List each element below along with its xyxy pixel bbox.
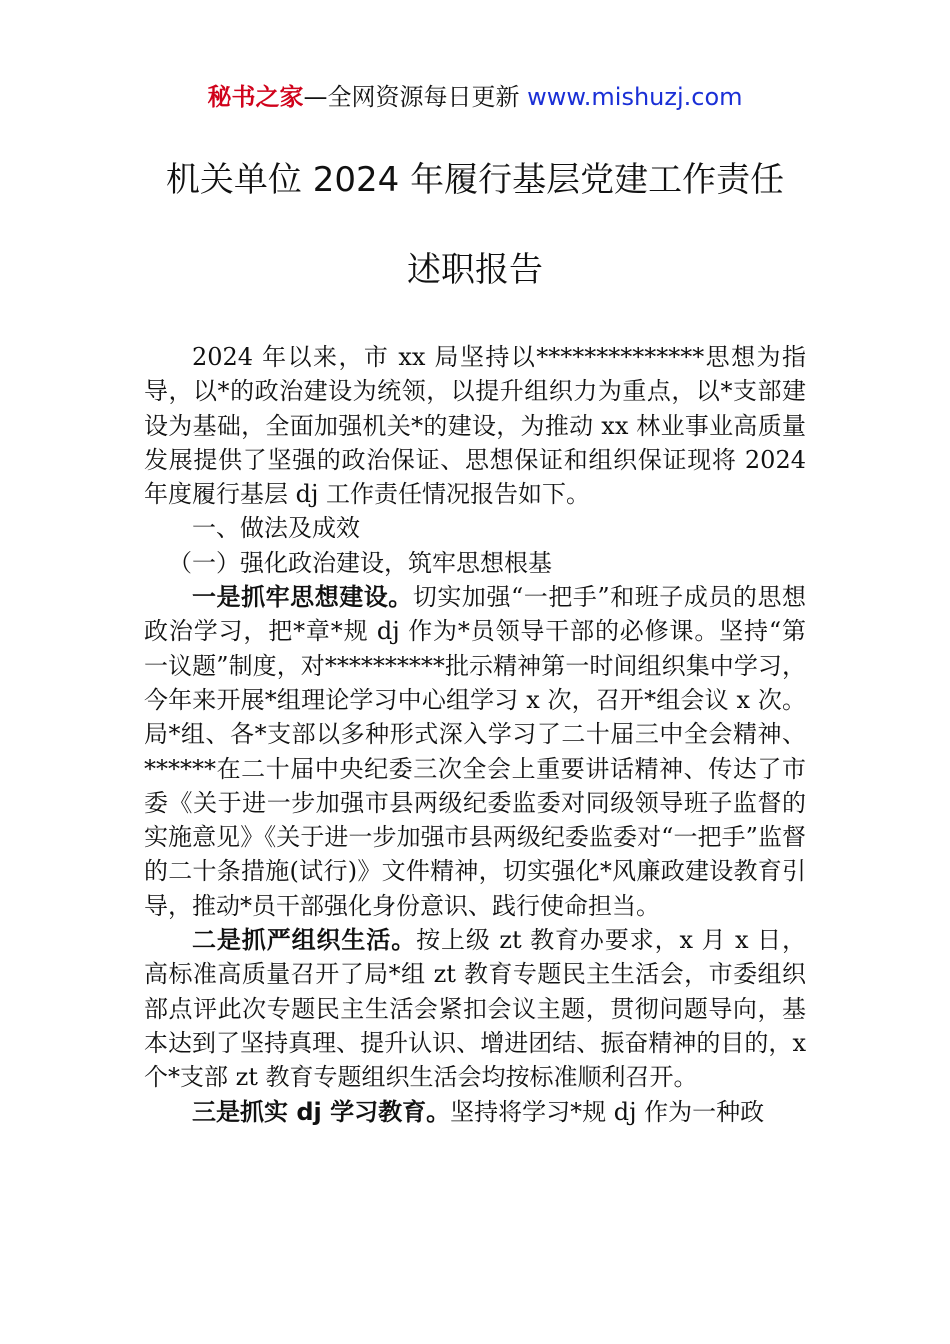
paragraph-text: 一、做法及成效 (192, 514, 360, 543)
document-body (144, 340, 806, 1129)
subsection-heading (144, 546, 806, 580)
document-title-line-1: 机关单位 2024 年履行基层党建工作责任 (165, 160, 785, 200)
paragraph-item-1 (144, 580, 806, 923)
section-heading (144, 511, 806, 545)
paragraph-item-2 (144, 923, 806, 1094)
paragraph-item-3 (144, 1095, 806, 1129)
document-title-line-2: 述职报告 (407, 250, 543, 290)
paragraph-intro (144, 340, 806, 511)
paragraph-text: 坚持将学习*规 dj 作为一种政 (450, 1097, 765, 1126)
paragraph-text: 切实加强“一把手”和班子成员的思想政治学习，把*章*规 dj 作为*员领导干部的必修课。坚持“第一议题”制度，对**********批示精神第一时间组织集中学习，今年来开展*组理论学习中心组学习 x 次，召开*组会议 x 次。局*组、各*支部以多种形式深入学习了二十届三中全会精神、******在二十届中央纪委三次全会上重要讲话精神、传达了市委《关于进一步加强市县两级纪委监委对同级领导班子监督的实施意见》《关于进一步加强市县两级纪委监委对“一把手”监督的二十条措施(试行)》文件精神，切实强化*风廉政建设教育引导，推动*员干部强化身份意识、践行使命担当。 (144, 583, 806, 920)
banner-tagline: —全网资源每日更新 (303, 83, 528, 111)
site-link[interactable]: www.mishuzj.com (527, 83, 743, 111)
brand-name: 秘书之家 (207, 83, 304, 111)
site-banner (0, 80, 950, 114)
paragraph-lead: 一是抓牢思想建设。 (192, 583, 413, 612)
paragraph-text: 按上级 zt 教育办要求，x 月 x 日，高标准高质量召开了局*组 zt 教育专题民主生活会，市委组织部点评此次专题民主生活会紧扣会议主题，贯彻问题导向，基本达到了坚持真理、提升认识、增进团结、振奋精神的目的，x 个*支部 zt 教育专题组织生活会均按标准顺利召开。 (144, 926, 806, 1092)
paragraph-text: 2024 年以来，市 xx 局坚持以**************思想为指导，以*的政治建设为统领，以提升组织力为重点，以*支部建设为基础，全面加强机关*的建设，为推动 xx 林业事业高质量发展提供了坚强的政治保证、思想保证和组织保证现将 2024 年度履行基层 dj 工作责任情况报告如下。 (144, 343, 806, 509)
paragraph-text: （一）强化政治建设，筑牢思想根基 (168, 548, 552, 577)
paragraph-lead: 三是抓实 dj 学习教育。 (192, 1097, 451, 1126)
paragraph-lead: 二是抓严组织生活。 (192, 926, 417, 955)
